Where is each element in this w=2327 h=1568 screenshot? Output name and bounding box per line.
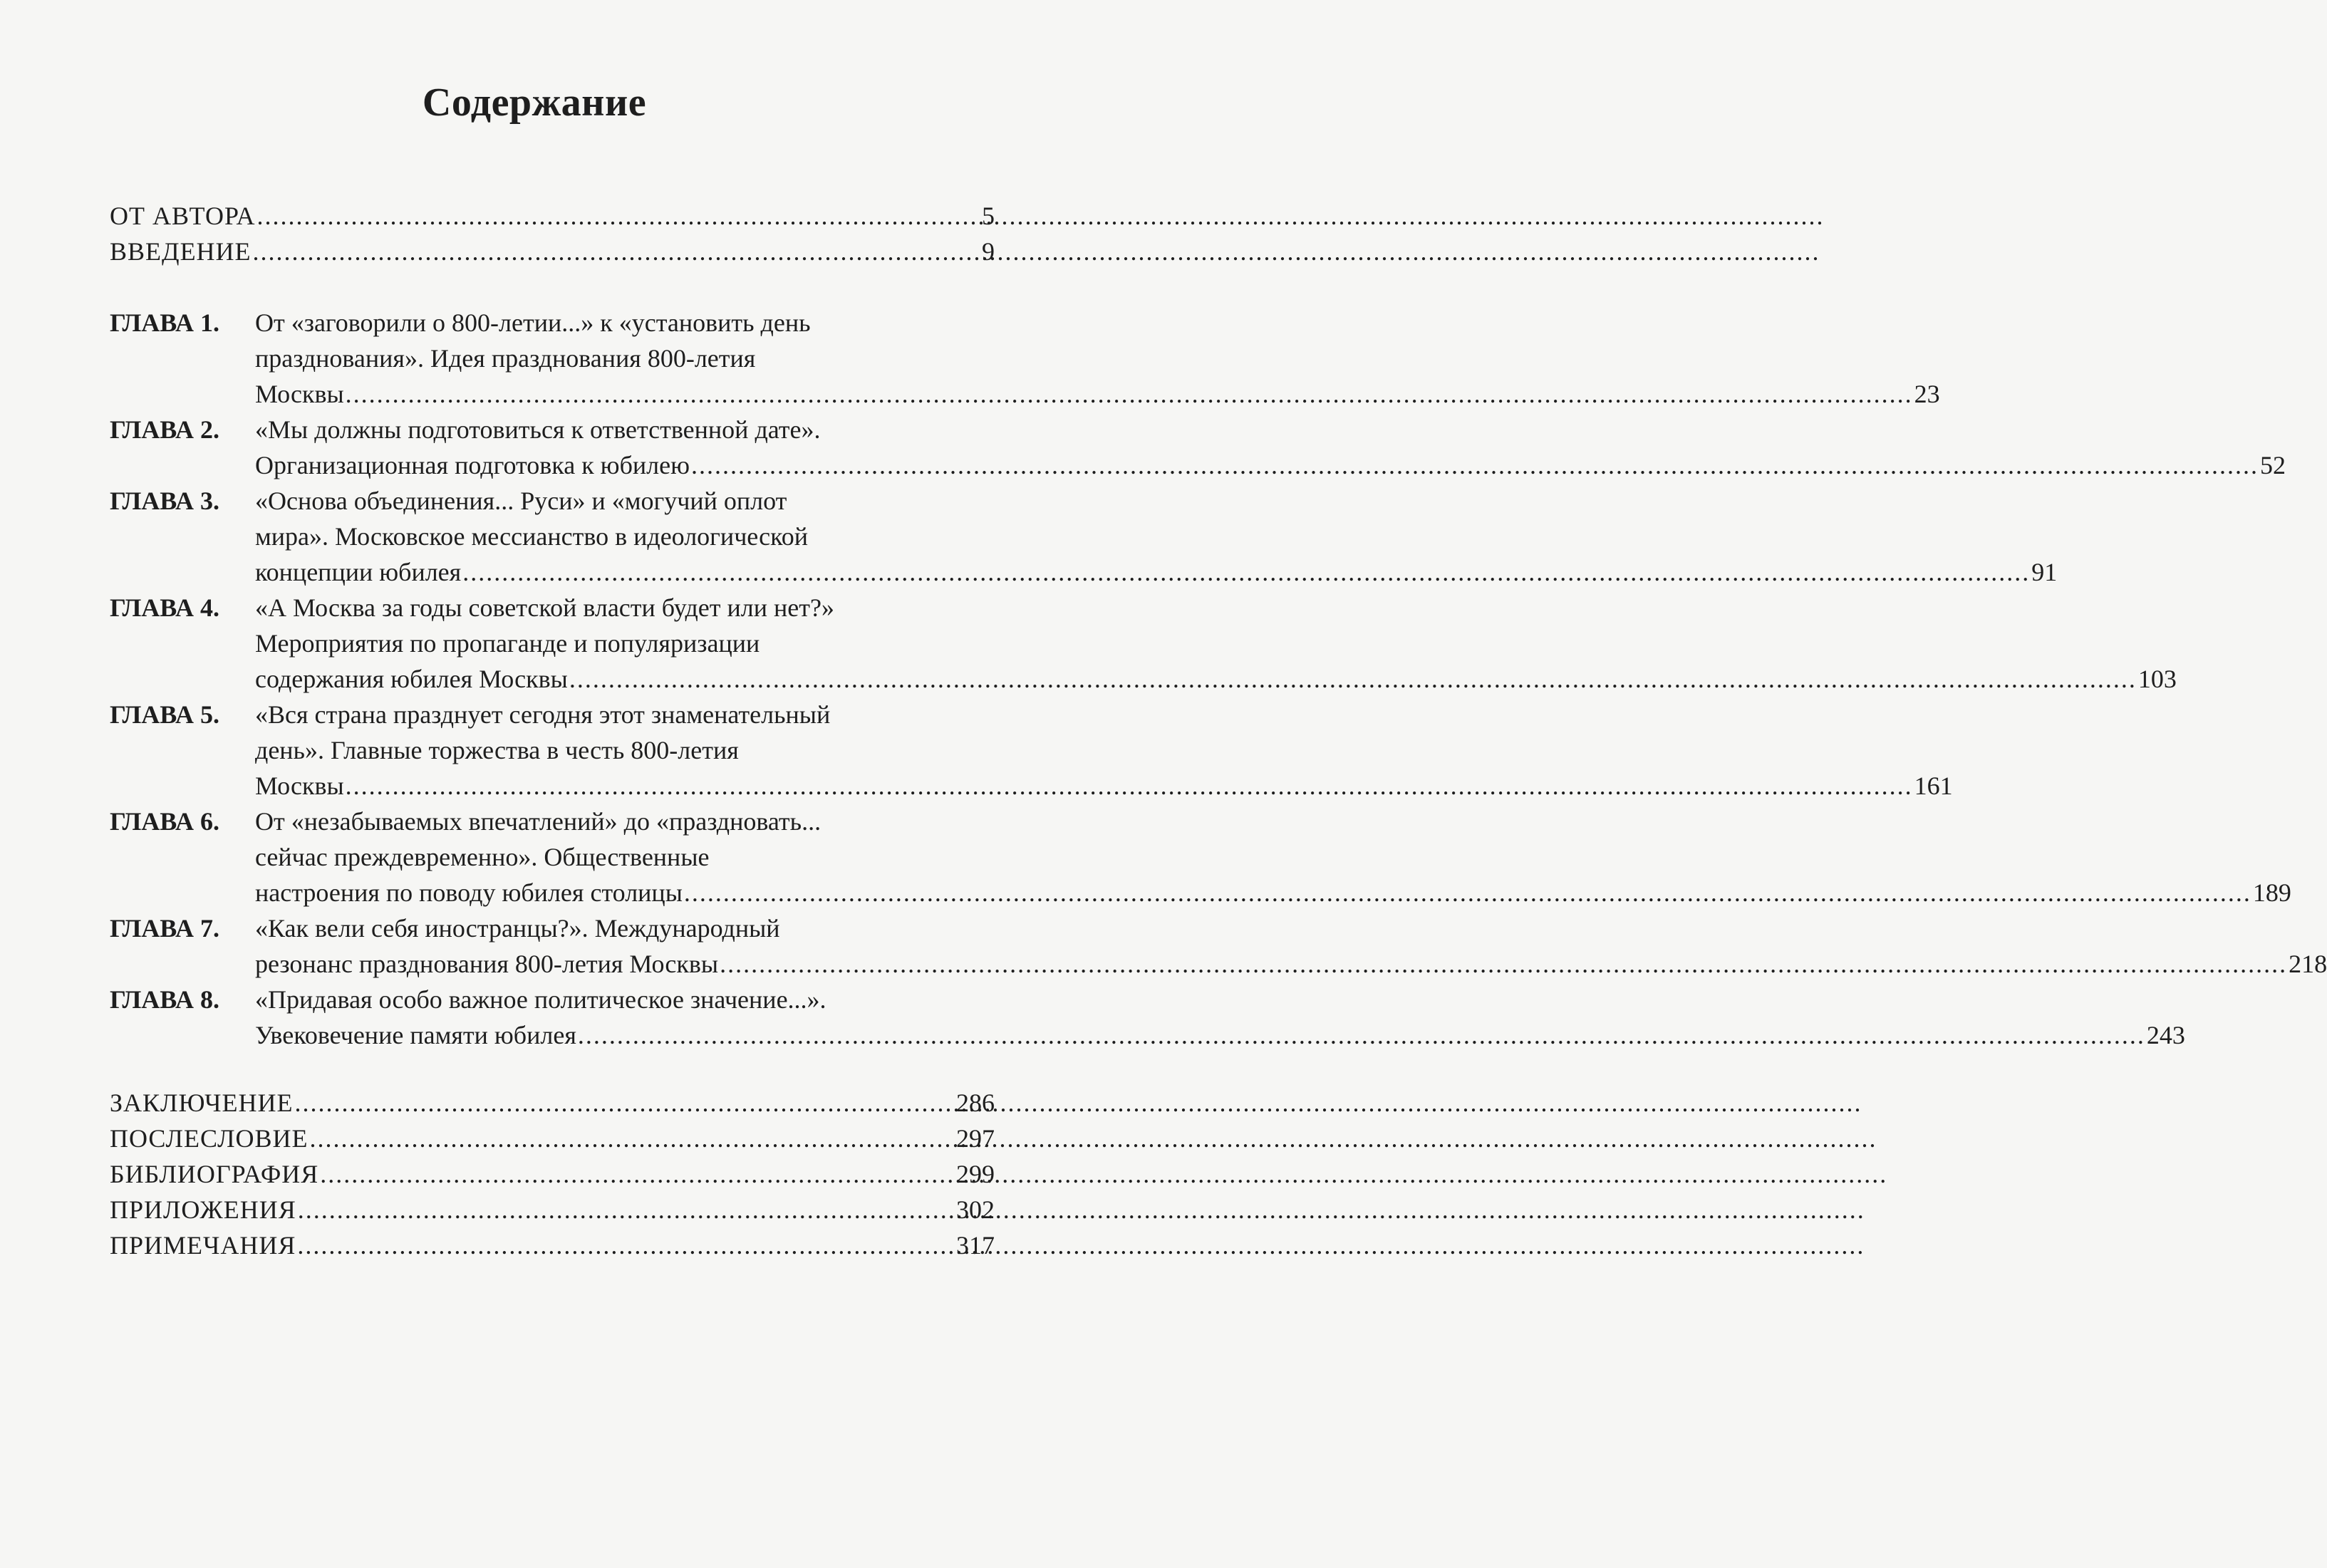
- entry-page: 297: [956, 1124, 995, 1153]
- chapter-title-line: резонанс празднования 800-летия Москвы: [255, 950, 719, 978]
- entry-title: ПОСЛЕСЛОВИЕ: [110, 1124, 309, 1153]
- dot-leader: [253, 234, 980, 269]
- toc-entry-conclusion[interactable]: [110, 1085, 995, 1121]
- entry-page: 23: [1914, 380, 1940, 408]
- chapter-title-line: «А Москва за годы советской власти будет или нет?»: [255, 593, 834, 622]
- toc-entry-chapter-6[interactable]: [110, 804, 2291, 910]
- chapter-title-line: «Вся страна празднует сегодня этот знаменательный: [255, 700, 831, 729]
- back-matter: [110, 1085, 995, 1263]
- chapter-title-line: концепции юбилея: [255, 558, 462, 586]
- chapter-title-line: день». Главные торжества в честь 800-летия: [255, 736, 739, 764]
- chapter-title-line: мира». Московское мессианство в идеологической: [255, 522, 809, 551]
- toc-entry-chapter-8[interactable]: [110, 982, 2185, 1053]
- entry-page: 302: [956, 1195, 995, 1224]
- dot-leader: [297, 1227, 955, 1263]
- chapter-label: ГЛАВА 1.: [110, 308, 220, 337]
- toc-entry-chapter-1[interactable]: [110, 305, 1940, 412]
- entry-page: 317: [956, 1231, 995, 1260]
- chapter-title-line: Москвы: [255, 772, 344, 800]
- entry-page: 5: [982, 202, 995, 230]
- page-title: Содержание: [422, 81, 647, 125]
- entry-title: ВВЕДЕНИЕ: [110, 237, 252, 266]
- entry-title: ПРИМЕЧАНИЯ: [110, 1231, 296, 1260]
- toc-entry-afterword[interactable]: [110, 1121, 995, 1156]
- entry-title: ПРИЛОЖЕНИЯ: [110, 1195, 296, 1224]
- entry-page: 218: [2289, 950, 2327, 978]
- toc-entry-introduction[interactable]: [110, 234, 995, 269]
- entry-page: 161: [1914, 772, 1953, 800]
- chapter-title-line: «Основа объединения... Руси» и «могучий оплот: [255, 487, 787, 515]
- dot-leader: [578, 1017, 2145, 1053]
- toc-entry-appendices[interactable]: [110, 1192, 995, 1227]
- entry-page: 299: [956, 1160, 995, 1188]
- chapter-title-line: Организационная подготовка к юбилею: [255, 451, 690, 479]
- entry-title: ОТ АВТОРА: [110, 202, 256, 230]
- entry-page: 243: [2146, 1021, 2185, 1049]
- chapter-label: ГЛАВА 6.: [110, 807, 220, 836]
- dot-leader: [320, 1156, 955, 1192]
- chapter-title-line: «Придавая особо важное политическое значение...».: [255, 985, 826, 1014]
- chapter-title-line: содержания юбилея Москвы: [255, 665, 568, 693]
- toc-entry-chapter-7[interactable]: [110, 910, 2327, 982]
- dot-leader: [346, 768, 1913, 804]
- chapter-title-line: настроения по поводу юбилея столицы: [255, 878, 683, 907]
- toc-entry-author[interactable]: [110, 198, 995, 234]
- dot-leader: [569, 661, 2137, 697]
- toc-entry-chapter-2[interactable]: [110, 412, 2286, 483]
- entry-page: 103: [2137, 665, 2177, 693]
- chapter-title-line: От «незабываемых впечатлений» до «праздновать...: [255, 807, 822, 836]
- dot-leader: [294, 1085, 955, 1121]
- chapter-title-line: сейчас преждевременно». Общественные: [255, 843, 710, 871]
- toc-entry-chapter-5[interactable]: [110, 697, 1953, 804]
- dot-leader: [691, 447, 2259, 483]
- toc-entry-chapter-4[interactable]: [110, 590, 2177, 697]
- chapter-label: ГЛАВА 2.: [110, 415, 220, 444]
- chapter-label: ГЛАВА 7.: [110, 914, 220, 943]
- chapter-label: ГЛАВА 5.: [110, 700, 220, 729]
- dot-leader: [256, 198, 980, 234]
- entry-page: 9: [982, 237, 995, 266]
- chapter-label: ГЛАВА 3.: [110, 487, 220, 515]
- chapters-list: [110, 305, 2327, 1053]
- entry-title: БИБЛИОГРАФИЯ: [110, 1160, 319, 1188]
- entry-page: 189: [2252, 878, 2291, 907]
- entry-page: 52: [2260, 451, 2286, 479]
- chapter-title-line: Москвы: [255, 380, 344, 408]
- chapter-title-line: празднования». Идея празднования 800-летия: [255, 344, 756, 373]
- chapter-title-line: «Мы должны подготовиться к ответственной дате».: [255, 415, 821, 444]
- dot-leader: [720, 946, 2287, 982]
- chapter-label: ГЛАВА 8.: [110, 985, 220, 1014]
- chapter-title-line: От «заговорили о 800-летии...» к «установить день: [255, 308, 811, 337]
- dot-leader: [684, 875, 2251, 910]
- chapter-title-line: Увековечение памяти юбилея: [255, 1021, 576, 1049]
- dot-leader: [298, 1192, 955, 1227]
- toc-entry-notes[interactable]: [110, 1227, 995, 1263]
- toc-entry-chapter-3[interactable]: [110, 483, 2058, 590]
- toc-entry-bibliography[interactable]: [110, 1156, 995, 1192]
- entry-page: 286: [956, 1089, 995, 1117]
- dot-leader: [310, 1121, 955, 1156]
- chapter-title-line: Мероприятия по пропаганде и популяризации: [255, 629, 760, 658]
- dot-leader: [462, 554, 2030, 590]
- chapter-label: ГЛАВА 4.: [110, 593, 220, 622]
- entry-title: ЗАКЛЮЧЕНИЕ: [110, 1089, 294, 1117]
- chapter-title-line: «Как вели себя иностранцы?». Международный: [255, 914, 780, 943]
- entry-page: 91: [2031, 558, 2058, 586]
- front-matter: [110, 198, 995, 269]
- dot-leader: [346, 376, 1913, 412]
